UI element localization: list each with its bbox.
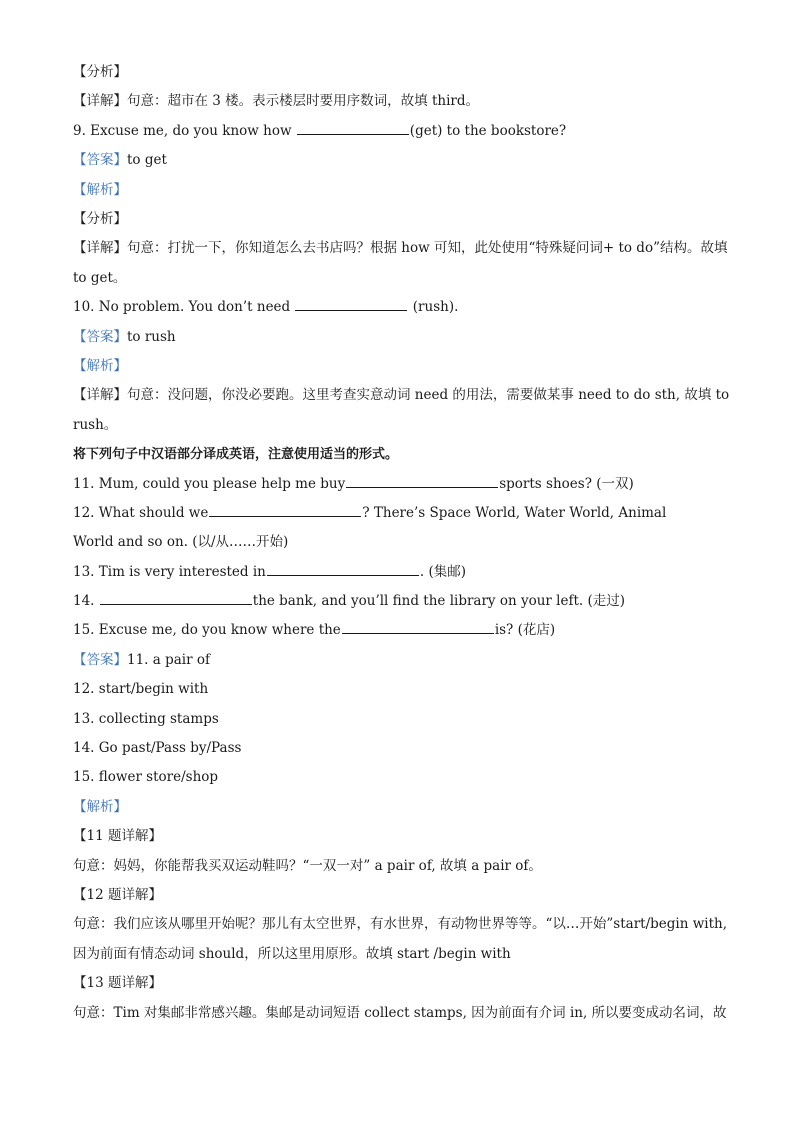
answer-text: 11. a pair of bbox=[127, 651, 210, 668]
answer-line bbox=[73, 675, 733, 704]
question-text: 14. bbox=[73, 593, 99, 610]
detail-line bbox=[73, 381, 733, 440]
section-tag: 【13 题详解】 bbox=[73, 975, 162, 992]
document-page bbox=[73, 58, 733, 1028]
question-12 bbox=[73, 499, 733, 528]
question-11 bbox=[73, 470, 733, 499]
question-15 bbox=[73, 616, 733, 645]
answer-blank bbox=[342, 619, 494, 634]
answer-tag: 【答案】 bbox=[73, 328, 127, 345]
answer-line bbox=[73, 146, 733, 175]
answer-text: to get bbox=[127, 152, 167, 169]
answer-line bbox=[73, 705, 733, 734]
section-tag: 【分析】 bbox=[73, 210, 127, 227]
answer-blank bbox=[295, 296, 407, 311]
answer-blank bbox=[267, 561, 419, 576]
analysis-heading bbox=[73, 58, 733, 87]
answer-text: 15. flower store/shop bbox=[73, 769, 219, 786]
answer-line bbox=[73, 323, 733, 352]
detail-text: 句意：我们应该从哪里开始呢？那儿有太空世界，有水世界，有动物世界等等。“以…开始”start/begin with,因为前面有情态动词 should，所以这里用原形。故填 start /begin with bbox=[73, 916, 727, 962]
answer-blank bbox=[297, 120, 409, 135]
detail-text: 句意：超市在 3 楼。表示楼层时要用序数词，故填 third。 bbox=[127, 93, 479, 110]
answer-text: 12. start/begin with bbox=[73, 681, 209, 698]
section-tag: 【11 题详解】 bbox=[73, 828, 162, 845]
answer-line bbox=[73, 763, 733, 792]
question-text: . (集邮) bbox=[419, 563, 466, 580]
detail-text: 句意：没问题，你没必要跑。这里考查实意动词 need 的用法，需要做某事 need to do sth, 故填 to rush。 bbox=[73, 387, 730, 433]
answer-tag: 【答案】 bbox=[73, 152, 127, 169]
question-text: the bank, and you’ll find the library on your left. (走过) bbox=[252, 593, 625, 610]
explanation-heading bbox=[73, 793, 733, 822]
detail-text: 句意：打扰一下，你知道怎么去书店吗？根据 how 可知，此处使用“特殊疑问词+ to do”结构。故填 to get。 bbox=[73, 240, 728, 286]
section-tag: 【分析】 bbox=[73, 64, 127, 80]
detail-line bbox=[73, 234, 733, 293]
answer-line bbox=[73, 646, 733, 675]
sub-detail-heading bbox=[73, 822, 733, 851]
question-text: 12. What should we bbox=[73, 504, 209, 521]
section-tag: 【详解】 bbox=[73, 387, 127, 404]
question-text: 10. No problem. You don’t need bbox=[73, 299, 295, 316]
question-text: (rush). bbox=[408, 299, 459, 316]
analysis-heading bbox=[73, 205, 733, 234]
question-text: 13. Tim is very interested in bbox=[73, 563, 266, 580]
question-13 bbox=[73, 558, 733, 587]
detail-line bbox=[73, 87, 733, 116]
question-text: World and so on. (以/从……开始) bbox=[73, 534, 289, 551]
explanation-heading bbox=[73, 176, 733, 205]
question-12-continued bbox=[73, 528, 733, 557]
section-tag: 【12 题详解】 bbox=[73, 886, 162, 903]
question-9 bbox=[73, 117, 733, 146]
instruction-text: 将下列句子中汉语部分译成英语，注意使用适当的形式。 bbox=[73, 447, 399, 463]
sub-detail-heading bbox=[73, 881, 733, 910]
explanation-tag: 【解析】 bbox=[73, 181, 127, 198]
question-text: ? There’s Space World, Water World, Animal bbox=[362, 504, 667, 521]
explanation-heading bbox=[73, 352, 733, 381]
answer-text: 13. collecting stamps bbox=[73, 710, 219, 727]
question-14 bbox=[73, 587, 733, 616]
detail-line bbox=[73, 910, 733, 969]
answer-blank bbox=[346, 473, 498, 488]
answer-blank bbox=[100, 590, 252, 605]
answer-text: 14. Go past/Pass by/Pass bbox=[73, 740, 242, 757]
question-text: sports shoes? (一双) bbox=[499, 475, 634, 492]
question-10 bbox=[73, 293, 733, 322]
question-text: 11. Mum, could you please help me buy bbox=[73, 475, 346, 492]
section-tag: 【详解】 bbox=[73, 240, 127, 257]
answer-text: to rush bbox=[127, 328, 176, 345]
section-instruction bbox=[73, 440, 733, 469]
answer-blank bbox=[209, 502, 361, 517]
question-text: (get) to the bookstore? bbox=[409, 122, 567, 139]
explanation-tag: 【解析】 bbox=[73, 798, 127, 815]
explanation-tag: 【解析】 bbox=[73, 357, 127, 374]
detail-line bbox=[73, 999, 733, 1028]
answer-line bbox=[73, 734, 733, 763]
section-tag: 【详解】 bbox=[73, 93, 127, 110]
question-text: is? (花店) bbox=[494, 622, 556, 639]
answer-tag: 【答案】 bbox=[73, 651, 127, 668]
question-text: 15. Excuse me, do you know where the bbox=[73, 622, 341, 639]
question-text: 9. Excuse me, do you know how bbox=[73, 122, 296, 139]
sub-detail-heading bbox=[73, 969, 733, 998]
detail-text: 句意：Tim 对集邮非常感兴趣。集邮是动词短语 collect stamps, 因为前面有介词 in, 所以要变成动名词，故 bbox=[73, 1004, 727, 1021]
detail-line bbox=[73, 852, 733, 881]
detail-text: 句意：妈妈，你能帮我买双运动鞋吗？“一双一对” a pair of, 故填 a pair of。 bbox=[73, 857, 542, 874]
